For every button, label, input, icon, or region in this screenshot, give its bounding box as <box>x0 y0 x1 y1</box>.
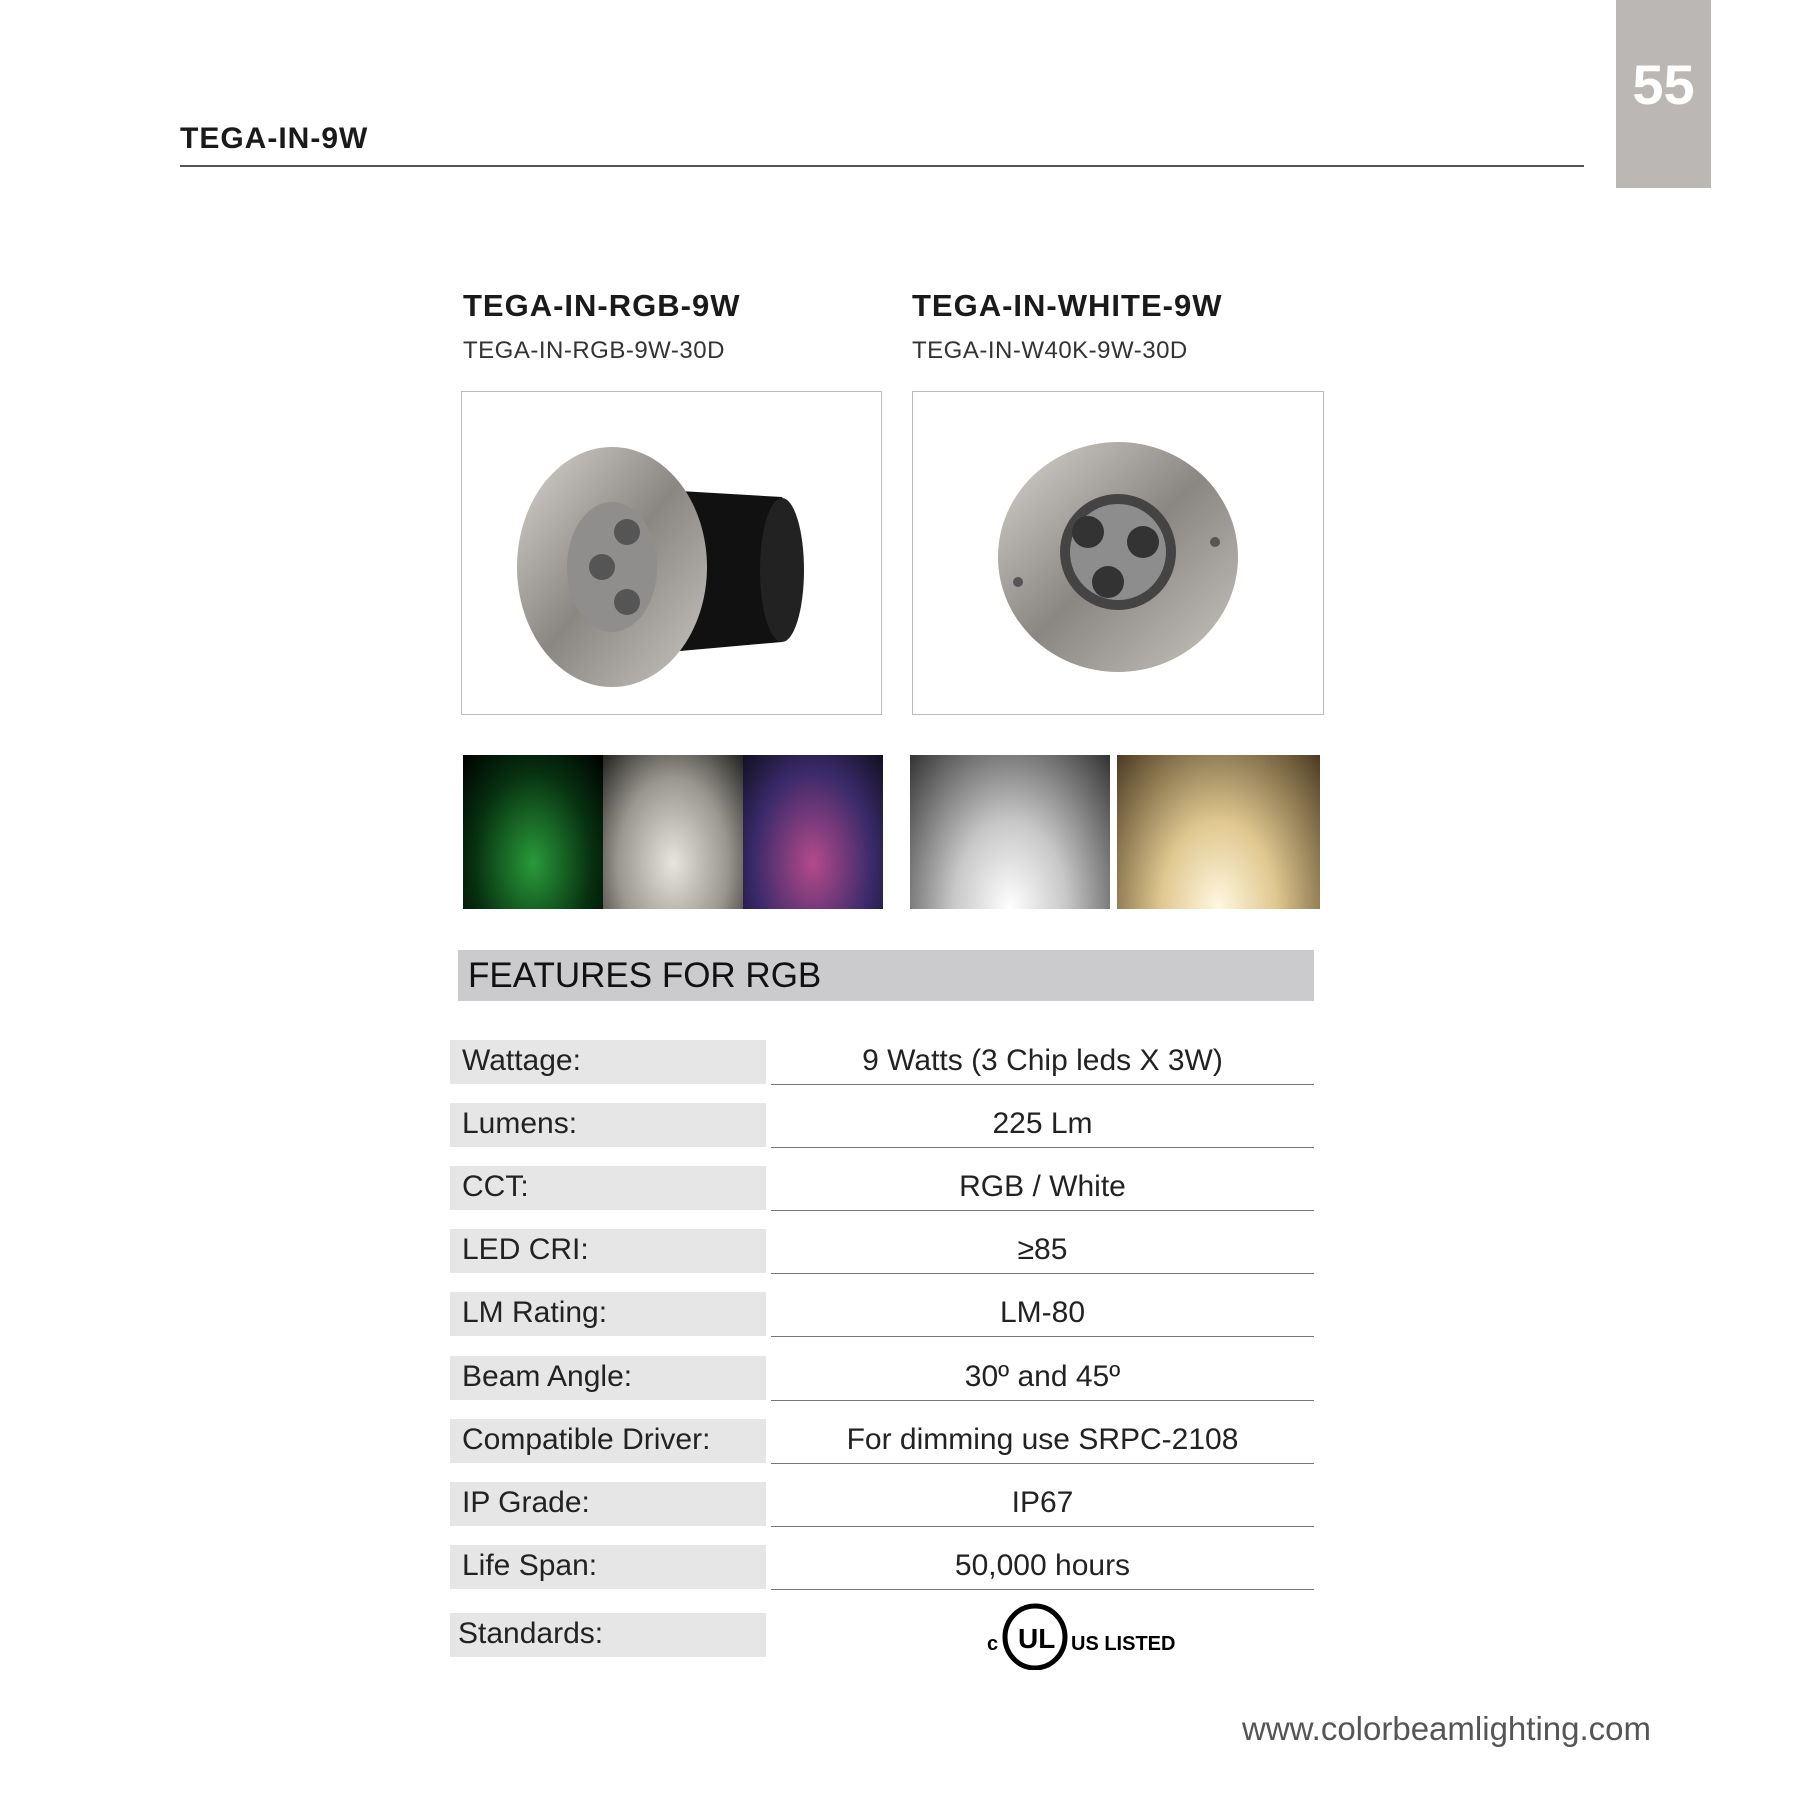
multicolor-beam-photo <box>743 755 883 909</box>
product-image-white <box>912 391 1324 715</box>
spec-label: Compatible Driver: <box>450 1419 766 1463</box>
spec-label: Lumens: <box>450 1103 766 1147</box>
standards-label: Standards: <box>450 1613 766 1657</box>
warm-white-beam-photo <box>1117 755 1320 909</box>
spec-value: 30º and 45º <box>771 1356 1314 1401</box>
spec-label: LED CRI: <box>450 1229 766 1273</box>
spec-label: Beam Angle: <box>450 1356 766 1400</box>
spec-label: LM Rating: <box>450 1292 766 1336</box>
spec-value: LM-80 <box>771 1292 1314 1337</box>
spec-label: IP Grade: <box>450 1482 766 1526</box>
product-code-rgb: TEGA-IN-RGB-9W-30D <box>463 337 725 364</box>
features-heading: FEATURES FOR RGB <box>458 950 1314 1001</box>
spec-value: ≥85 <box>771 1229 1314 1274</box>
green-beam-photo <box>463 755 603 909</box>
spec-label: Life Span: <box>450 1545 766 1589</box>
rgb-beam-photos <box>463 755 883 909</box>
spec-value: For dimming use SRPC-2108 <box>771 1419 1314 1464</box>
product-name-rgb: TEGA-IN-RGB-9W <box>463 288 741 323</box>
spec-value: 9 Watts (3 Chip leds X 3W) <box>771 1040 1314 1085</box>
svg-text:UL: UL <box>1018 1623 1056 1654</box>
document-title: TEGA-IN-9W <box>180 122 369 155</box>
spec-value: RGB / White <box>771 1166 1314 1211</box>
website-url[interactable]: www.colorbeamlighting.com <box>1241 1710 1651 1747</box>
title-divider <box>180 165 1584 167</box>
spec-value: 225 Lm <box>771 1103 1314 1148</box>
svg-text:US LISTED: US LISTED <box>1071 1633 1175 1655</box>
page-number-tab: 55 <box>1616 0 1711 188</box>
spec-value: IP67 <box>771 1482 1314 1527</box>
white-beam-photo <box>603 755 743 909</box>
svg-text:c: c <box>987 1633 999 1655</box>
product-code-white: TEGA-IN-W40K-9W-30D <box>912 337 1188 364</box>
product-name-white: TEGA-IN-WHITE-9W <box>912 288 1223 323</box>
ul-listed-logo <box>985 1600 1175 1675</box>
cool-white-beam-photo <box>910 755 1110 909</box>
spec-value: 50,000 hours <box>771 1545 1314 1590</box>
spec-label: Wattage: <box>450 1040 766 1084</box>
product-image-rgb <box>461 391 882 715</box>
spec-label: CCT: <box>450 1166 766 1210</box>
